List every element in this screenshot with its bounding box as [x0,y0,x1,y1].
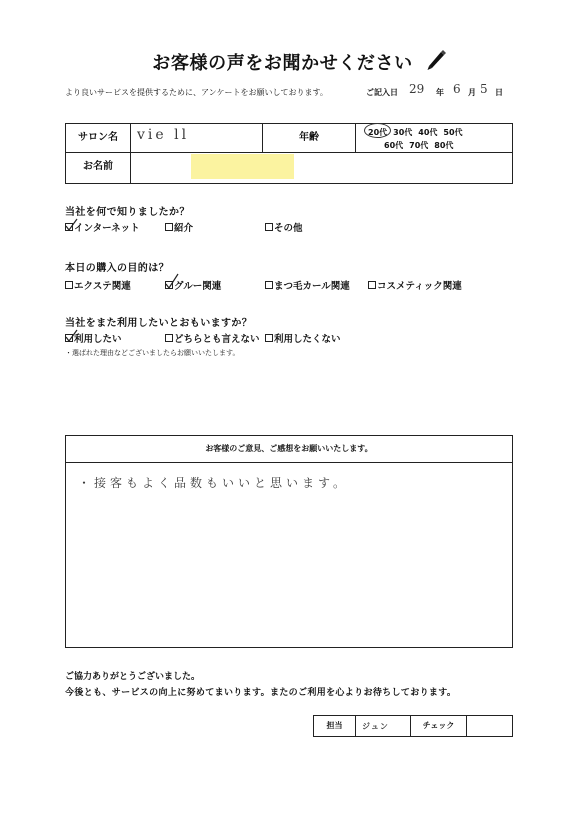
option-label: 利用したい [74,334,122,345]
option-label: 利用したくない [274,334,341,345]
form-title: お客様の声をお聞かせください [152,53,413,74]
q3-option-neutral [165,331,260,345]
checkbox [165,334,173,342]
checkbox [65,281,73,289]
age-option: 20代 [368,128,388,137]
comments-heading: お客様のご意見、ご感想をお願いいたします。 [66,436,512,463]
check-mark [65,219,77,231]
check-mark [65,330,77,342]
reason-note: ・選ばれた理由などございましたらお願いいたします。 [65,349,240,357]
option-label: その他 [274,223,303,234]
question-3: 当社をまた利用したいとおもいますか？ [65,318,253,329]
date-month: 6 [453,82,461,96]
age-options-row-2 [384,140,453,151]
name-label: お名前 [66,153,131,183]
name-value-cell [131,153,512,183]
option-label: どちらとも言えない [174,334,260,345]
checkbox [165,223,173,231]
age-option: 70代 [409,141,429,150]
checkbox [65,223,73,231]
option-label: グルー関連 [174,281,222,292]
q1-option-other [265,220,303,234]
question-2: 本日の購入の目的は？ [65,263,169,274]
salon-value-cell [131,124,263,152]
date-day: 5 [480,82,488,96]
comments-text: ・接客もよく品数もいいと思います。 [78,476,350,490]
check-value-cell [467,716,512,736]
thanks-text: ご協力ありがとうございました。 [65,672,201,682]
checkbox [265,223,273,231]
checkbox [265,281,273,289]
q2-option-cosmetic [368,278,462,292]
option-label: まつ毛カール関連 [274,281,350,292]
intro-text: より良いサービスを提供するために、アンケートをお願いしております。 [65,88,328,97]
age-option: 60代 [384,141,404,150]
option-label: インターネット [74,223,140,234]
age-option: 80代 [434,141,454,150]
check-label: チェック [411,716,467,736]
info-row-salon [66,124,512,153]
date-year-unit: 年 [436,88,444,97]
salon-value: vie ll [137,127,190,143]
date-month-unit: 月 [468,88,476,97]
date-day-unit: 日 [495,88,503,97]
date-year: 29 [409,82,425,96]
q3-option-yes [65,331,122,345]
age-options-cell [356,124,512,152]
option-label: コスメティック関連 [377,281,462,292]
name-redaction-highlight [191,154,294,179]
q2-option-lash-curl [265,278,350,292]
checkbox [368,281,376,289]
q1-option-internet [65,220,140,234]
salon-label: サロン名 [66,124,131,152]
question-1: 当社を何で知りましたか？ [65,207,190,218]
age-option: 50代 [443,128,463,137]
info-row-name [66,153,512,183]
option-label: 紹介 [174,223,194,234]
q2-option-extension [65,278,131,292]
age-selected-circle [364,123,391,138]
age-option: 30代 [393,128,413,137]
pen-icon [424,47,448,71]
staff-value: ジュン [356,716,411,736]
staff-box [313,715,513,737]
checkbox [165,281,173,289]
checkbox [65,334,73,342]
q2-option-glue [165,278,221,292]
q1-option-referral [165,220,193,234]
age-option: 40代 [418,128,438,137]
checkbox [265,334,273,342]
check-mark [165,277,177,289]
date-label: ご記入日 [366,88,398,97]
staff-label: 担当 [314,716,356,736]
comments-box [65,435,513,648]
q3-option-no [265,331,341,345]
closing-message: 今後とも、サービスの向上に努めてまいります。またのご利用を心よりお待ちしております。 [65,688,457,698]
option-label: エクステ関連 [74,281,131,292]
customer-info-table [65,123,513,184]
age-label: 年齢 [263,124,356,152]
